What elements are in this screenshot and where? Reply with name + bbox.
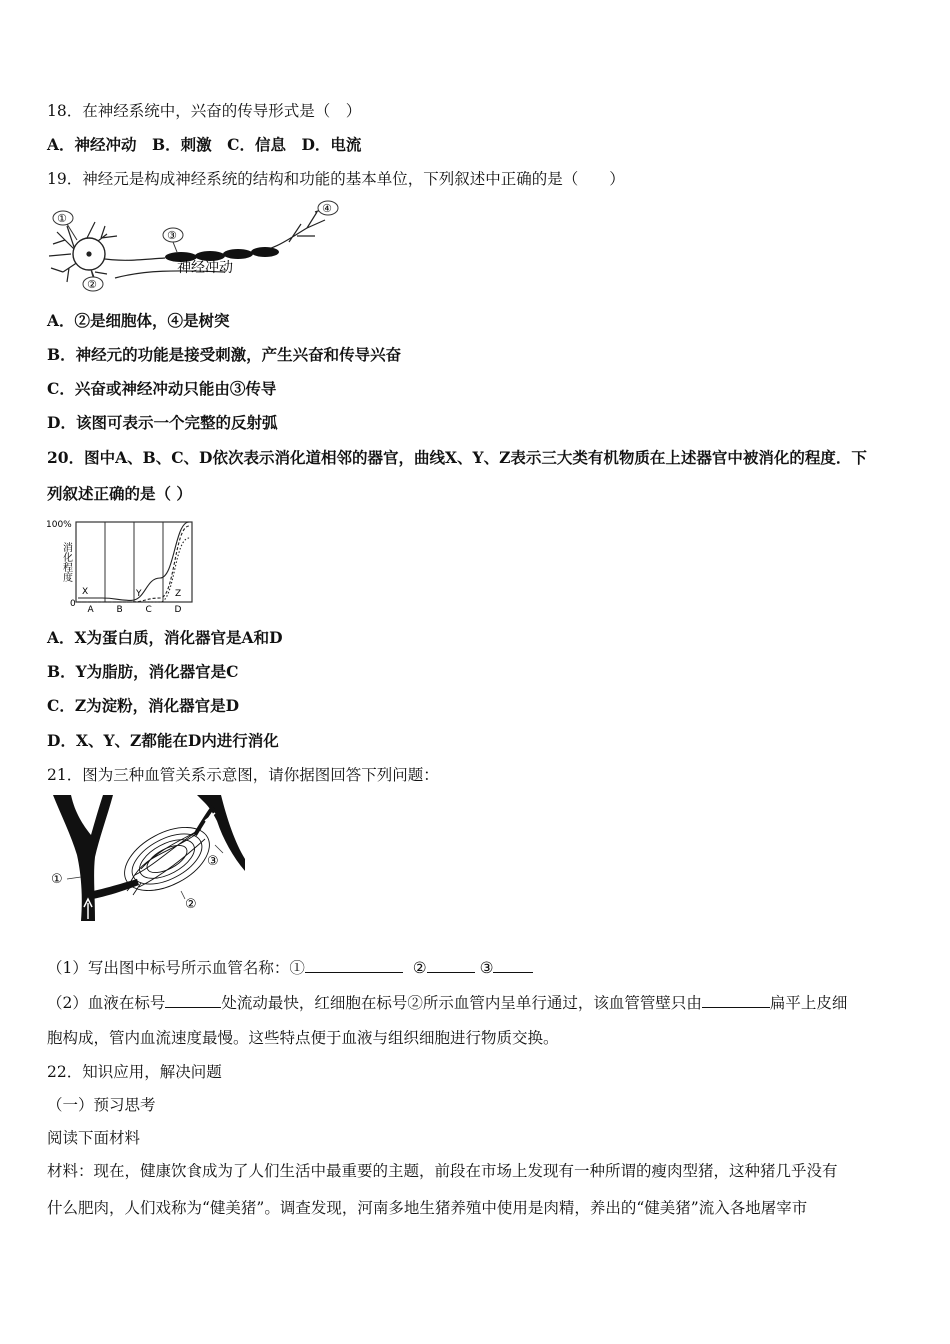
q19-label-4: ④: [322, 202, 332, 215]
q20-option-b: B．Y为脂肪，消化器官是C: [47, 662, 239, 681]
q20-stem-line2: 列叙述正确的是（ ）: [47, 484, 192, 503]
chart-series-label: X: [82, 587, 89, 597]
chart-y-top-label: 100%: [46, 520, 72, 530]
q21-sub1-prefix: （1）写出图中标号所示血管名称：①: [47, 959, 305, 977]
blood-vessel-figure: [45, 795, 250, 925]
q19-option-a: A．②是细胞体，④是树突: [47, 311, 230, 330]
q22-stem: 22．知识应用，解决问题: [47, 1063, 222, 1081]
q21-sub1-mid2: ③: [479, 959, 494, 977]
chart-category-label: B: [116, 605, 123, 614]
answer-blank-1[interactable]: [305, 957, 403, 973]
chart-series-label: Y: [136, 589, 142, 599]
q21-sub2-line2: 胞构成，管内血流速度最慢。这些特点便于血液与组织细胞进行物质交换。: [47, 1029, 559, 1047]
q21-sub2-p1: （2）血液在标号: [47, 994, 166, 1012]
q20-option-c: C．Z为淀粉，消化器官是D: [47, 696, 240, 715]
answer-blank-4[interactable]: [165, 992, 221, 1008]
q21-sub1-mid1: ②: [412, 959, 427, 977]
q19-option-b: B．神经元的功能是接受刺激，产生兴奋和传导兴奋: [47, 345, 402, 364]
q19-label-2: ②: [87, 278, 97, 291]
q21-sub2: [47, 992, 847, 1013]
digestion-chart: [44, 516, 196, 614]
q21-sub2-p2: 处流动最快，红细胞在标号②所示血管内呈单行通过，该血管管壁只由: [221, 994, 702, 1012]
q22-material-line1: 材料：现在，健康饮食成为了人们生活中最重要的主题，前段在市场上发现有一种所谓的瘦肉型猪，这种猪几乎没有: [47, 1162, 838, 1180]
q21-label-1: ①: [51, 872, 63, 887]
q22-section: （一）预习思考: [47, 1096, 156, 1114]
q21-sub1: [47, 957, 533, 978]
q21-sub2-p3: 扁平上皮细: [769, 994, 848, 1012]
q22-material-line2: 什么肥肉，人们戏称为“健美猪”。调查发现，河南多地生猪养殖中使用是肉精，养出的“健美猪”流入各地屠宰市: [47, 1199, 808, 1217]
q21-label-3: ③: [207, 854, 219, 869]
q20-stem-line1: 20．图中A、B、C、D依次表示消化道相邻的器官，曲线X、Y、Z表示三大类有机物质在上述器官中被消化的程度．下: [47, 448, 867, 467]
q19-label-1: ①: [57, 212, 67, 225]
answer-blank-5[interactable]: [702, 992, 770, 1008]
q21-label-2: ②: [185, 897, 197, 912]
q19-label-3: ③: [167, 229, 177, 242]
chart-y-zero-label: 0: [70, 599, 76, 609]
q22-read: 阅读下面材料: [47, 1129, 141, 1147]
answer-blank-3[interactable]: [493, 957, 533, 973]
q19-caption: 神经冲动: [177, 260, 233, 276]
q19-option-c: C．兴奋或神经冲动只能由③传导: [47, 379, 277, 398]
q18-stem: 18．在神经系统中，兴奋的传导形式是（ ）: [47, 102, 362, 120]
q19-option-d: D．该图可表示一个完整的反射弧: [47, 413, 278, 432]
chart-y-label: 消化程度: [60, 542, 72, 582]
chart-category-label: D: [174, 605, 182, 614]
q20-option-a: A．X为蛋白质，消化器官是A和D: [47, 628, 283, 647]
chart-category-label: C: [145, 605, 152, 614]
q18-options: A．神经冲动 B．刺激 C．信息 D．电流: [47, 135, 362, 154]
chart-series-label: Z: [175, 589, 182, 599]
answer-blank-2[interactable]: [427, 957, 475, 973]
q21-stem: 21．图为三种血管关系示意图，请你据图回答下列问题：: [47, 766, 439, 784]
chart-category-label: A: [87, 605, 94, 614]
q20-option-d: D．X、Y、Z都能在D内进行消化: [47, 731, 279, 750]
q19-stem: 19．神经元是构成神经系统的结构和功能的基本单位，下列叙述中正确的是（ ）: [47, 170, 625, 188]
neuron-figure: [45, 198, 345, 296]
